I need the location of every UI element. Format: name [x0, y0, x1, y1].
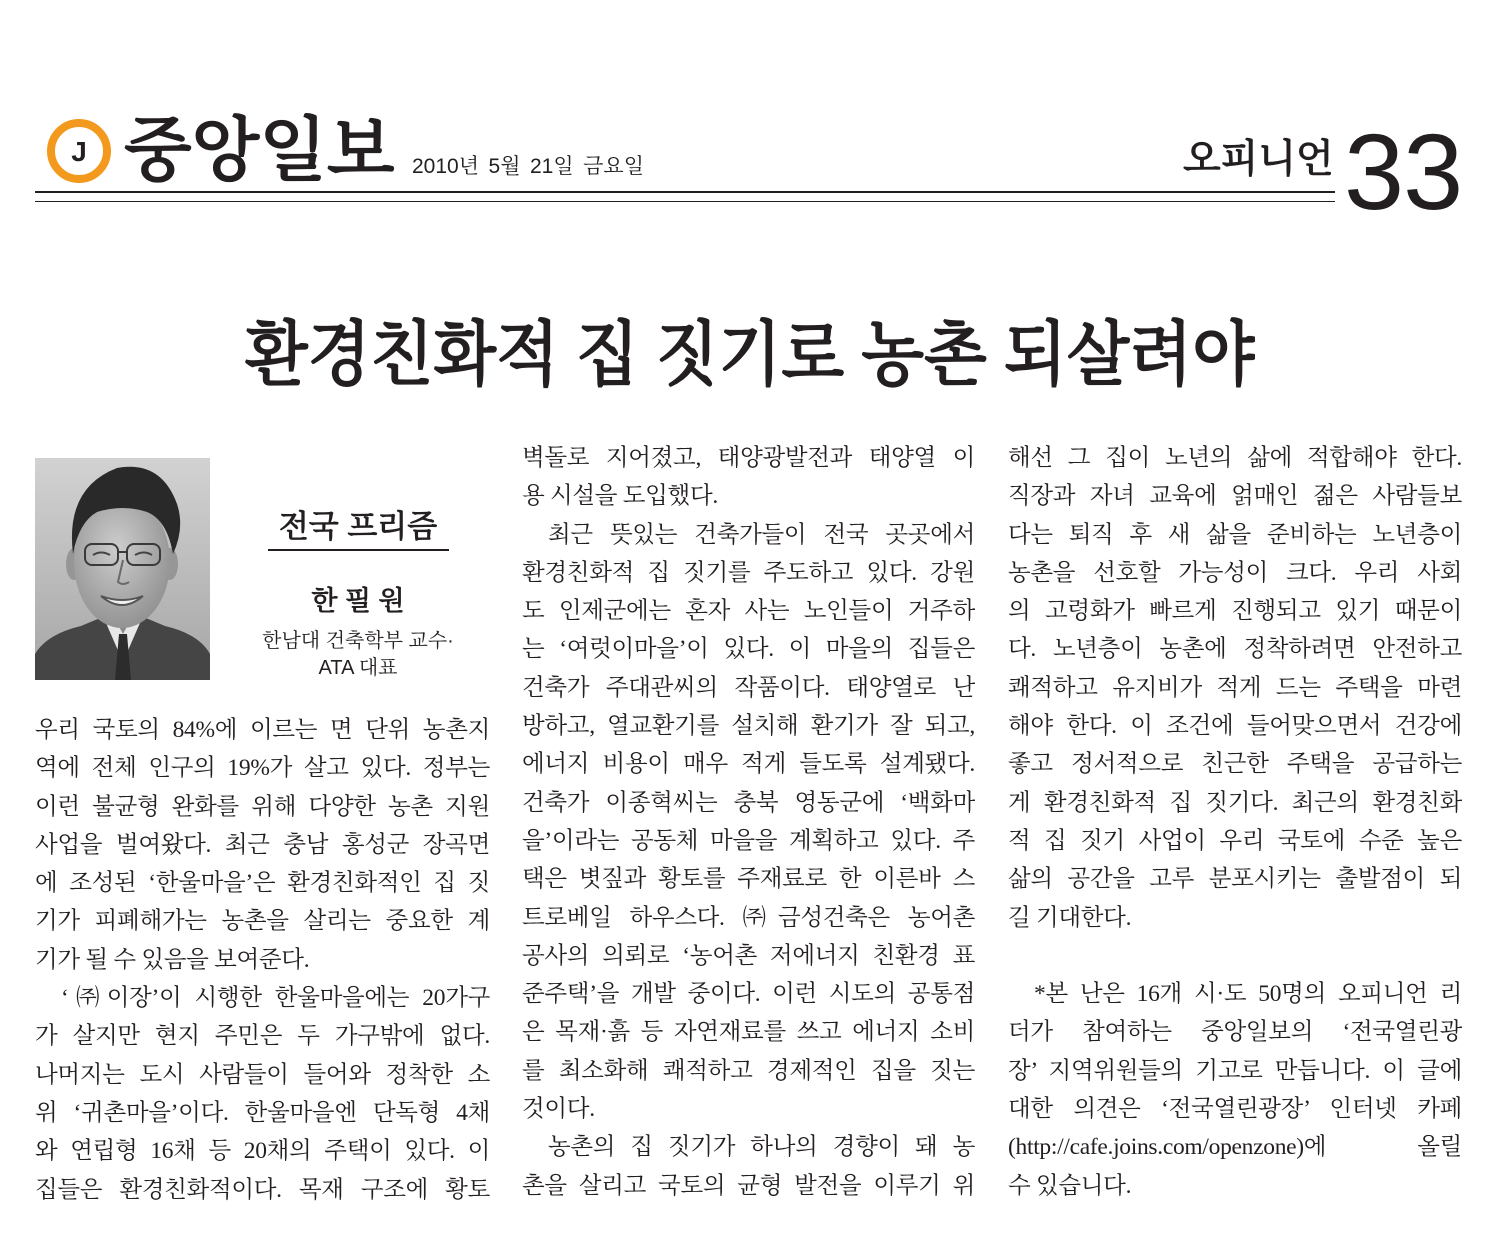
masthead-rule-top — [35, 191, 1335, 193]
body-text-line: 을’이라는 공동체 마을을 계획하고 있다. 주 — [522, 827, 975, 854]
body-text-line: 적 집 짓기 사업이 우리 국토에 수준 높은 — [1008, 827, 1462, 854]
editor-note-line: 수 있습니다. — [1008, 1172, 1132, 1199]
body-text-line: 도 인제군에는 혼자 사는 노인들이 거주하 — [522, 598, 975, 625]
body-text-line: 해야 한다. 이 조건에 들어맞으면서 건강에 — [1008, 713, 1462, 740]
body-text-line: 나머지는 도시 사람들이 들어와 정착한 소 — [35, 1061, 490, 1088]
body-text-line: 건축가 주대관씨의 작품이다. 태양열로 난 — [522, 674, 975, 701]
editor-note-line: *본 난은 16개 시·도 50명의 오피니언 리 — [1034, 981, 1462, 1008]
body-text-line: 우리 국토의 84%에 이르는 면 단위 농촌지 — [35, 717, 490, 743]
masthead-rule-bottom — [35, 201, 1335, 202]
body-text-line: 좋고 정서적으로 친근한 주택을 공급하는 — [1008, 751, 1462, 778]
body-text-line: 의 고령화가 빠르게 진행되고 있기 때문이 — [1008, 598, 1462, 625]
body-text-line: 에 조성된 ‘한울마을’은 환경친화적인 집 짓 — [35, 870, 490, 897]
editor-note-line: 장’ 지역위원들의 기고로 만듭니다. 이 글에 — [1008, 1057, 1462, 1084]
body-text-line: 와 연립형 16채 등 20채의 주택이 있다. 이 — [35, 1138, 490, 1165]
logo-mark — [46, 118, 112, 184]
body-text-line: 기가 될 수 있음을 보여준다. — [35, 946, 310, 973]
body-text-line: 공사의 의뢰로 ‘농어촌 저에너지 친환경 표 — [522, 942, 975, 969]
section-label: 오피니언 — [1183, 138, 1334, 181]
author-photo — [35, 458, 210, 680]
paragraph-spacer — [1008, 937, 1462, 975]
body-text-line: 택은 볏짚과 황토를 주재료로 한 이른바 스 — [522, 866, 975, 893]
body-text-line: 것이다. — [522, 1096, 595, 1123]
body-text-line: 방하고, 열교환기를 설치해 환기가 잘 되고, — [522, 713, 975, 740]
logo-letter: J — [71, 136, 87, 167]
editor-note-line: 더가 참여하는 중앙일보의 ‘전국열린광 — [1008, 1019, 1462, 1046]
body-text-line: 삶의 공간을 고루 분포시키는 출발점이 되 — [1008, 866, 1462, 893]
article-headline: 환경친화적 집 짓기로 농촌 되살려야 — [245, 317, 1255, 395]
body-text-line: 역에 전체 인구의 19%가 살고 있다. 정부는 — [35, 755, 490, 782]
body-text-line: 집들은 환경친화적이다. 목재 구조에 황토 — [35, 1176, 490, 1203]
body-text-line: 기가 피폐해가는 농촌을 살리는 중요한 계 — [35, 908, 490, 935]
body-text-line: 은 목재·흙 등 자연재료를 쓰고 에너지 소비 — [522, 1019, 975, 1046]
body-text-line: 해선 그 집이 노년의 삶에 적합해야 한다. — [1008, 445, 1462, 471]
newspaper-logo-name: 중앙일보 — [124, 111, 395, 189]
body-text-line: 사업을 벌여왔다. 최근 충남 홍성군 장곡면 — [35, 831, 490, 858]
body-text-line: 다. 노년층이 농촌에 정착하려면 안전하고 — [1008, 636, 1462, 663]
body-text-line: 를 최소화해 쾌적하고 경제적인 집을 짓는 — [522, 1057, 975, 1084]
editor-note-line: 대한 의견은 ‘전국열린광장’ 인터넷 카페 — [1008, 1096, 1462, 1123]
text-column-2 — [522, 439, 975, 1205]
body-text-line: 벽돌로 지어졌고, 태양광발전과 태양열 이 — [522, 445, 975, 471]
body-text-line: 최근 뜻있는 건축가들이 전국 곳곳에서 — [548, 521, 975, 548]
editor-note-line: (http://cafe.joins.com/openzone)에 올릴 — [1008, 1134, 1462, 1161]
body-text-line: 환경친화적 집 짓기를 주도하고 있다. 강원 — [522, 559, 975, 586]
body-text-line: 에너지 비용이 매우 적게 들도록 설계됐다. — [522, 751, 975, 778]
author-affiliation-line: 한남대 건축학부 교수· — [262, 630, 454, 652]
body-text-line: 용 시설을 도입했다. — [522, 483, 718, 510]
author-name: 한 필 원 — [311, 586, 405, 616]
text-column-1 — [35, 711, 490, 1209]
body-text-line: 이런 불균형 완화를 위해 다양한 농촌 지원 — [35, 793, 490, 820]
body-text-line: 가 살지만 현지 주민은 두 가구밖에 없다. — [35, 1023, 490, 1050]
body-text-line: 다는 퇴직 후 새 삶을 준비하는 노년층이 — [1008, 521, 1462, 548]
text-column-3 — [1008, 439, 1462, 1205]
body-text-line: 게 환경친화적 집 짓기다. 최근의 환경친화 — [1008, 789, 1462, 816]
page-number: 33 — [1344, 111, 1463, 232]
body-text-line: 농촌의 집 짓기가 하나의 경향이 돼 농 — [548, 1134, 975, 1161]
body-text-line: 농촌을 선호할 가능성이 크다. 우리 사회 — [1008, 559, 1462, 586]
body-text-line: 트로베일 하우스다. ㈜금성건축은 농어촌 — [522, 904, 975, 931]
body-text-line: 촌을 살리고 국토의 균형 발전을 이루기 위 — [522, 1172, 975, 1199]
body-text-line: 는 ‘여럿이마을’이 있다. 이 마을의 집들은 — [522, 636, 975, 663]
body-text-line: 쾌적하고 유지비가 적게 드는 주택을 마련 — [1008, 674, 1462, 701]
body-text-line: ‘㈜이장’이 시행한 한울마을에는 20가구 — [61, 985, 490, 1012]
issue-date: 2010년 5월 21일 금요일 — [412, 155, 644, 178]
body-text-line: 직장과 자녀 교육에 얽매인 젊은 사람들보 — [1008, 483, 1462, 510]
body-text-line: 건축가 이종혁씨는 충북 영동군에 ‘백화마 — [522, 789, 975, 816]
body-text-line: 준주택’을 개발 중이다. 이런 시도의 공통점 — [522, 981, 975, 1008]
author-affiliation-line: ATA 대표 — [318, 657, 398, 679]
series-title-underline — [268, 549, 449, 551]
body-text-line: 위 ‘귀촌마을’이다. 한울마을엔 단독형 4채 — [35, 1099, 490, 1126]
series-title: 전국 프리즘 — [278, 509, 438, 544]
body-text-line: 길 기대한다. — [1008, 904, 1132, 931]
